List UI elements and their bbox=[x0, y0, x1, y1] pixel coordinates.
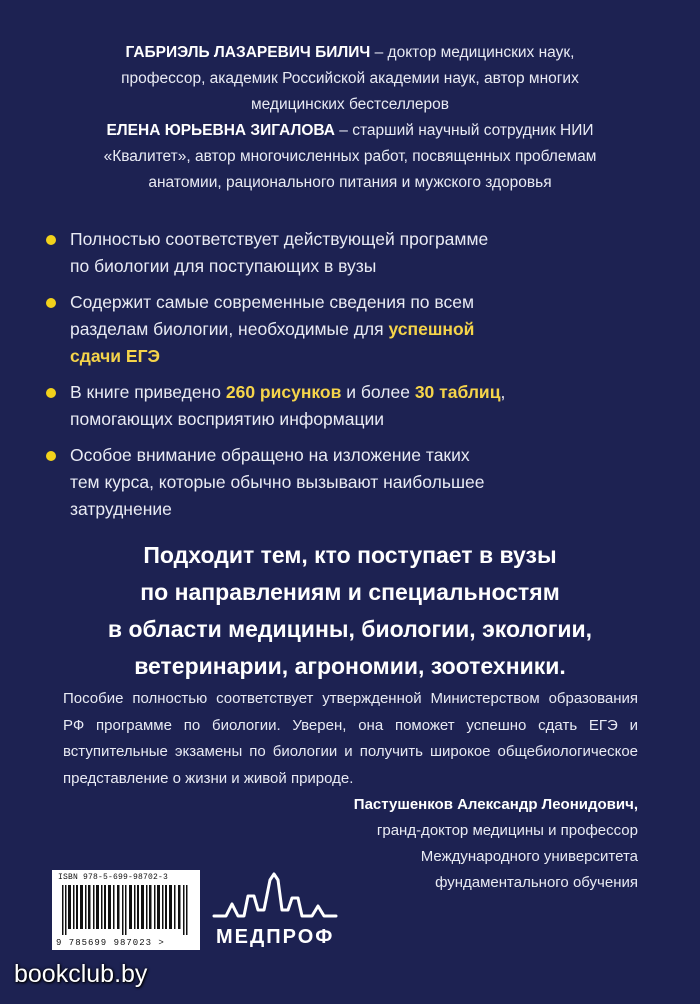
publisher-logo bbox=[212, 872, 342, 954]
reviewer-signature: Пастушенков Александр Леонидович, гранд-доктор медицины и профессор Международного университета фундаментального обучения bbox=[353, 796, 638, 891]
author-1-name: ГАБРИЭЛЬ ЛАЗАРЕВИЧ БИЛИЧ bbox=[125, 44, 371, 61]
barcode bbox=[52, 870, 200, 950]
reviewer-name: Пастушенков Александр Леонидович, bbox=[353, 796, 638, 813]
isbn-label: ISBN 978-5-699-98702-3 bbox=[58, 873, 169, 882]
bullet-dot-icon bbox=[46, 451, 56, 461]
author-1: ГАБРИЭЛЬ ЛАЗАРЕВИЧ БИЛИЧ – доктор медицинских наук, профессор, академик Российской академии наук, автор многих медицинских бестселлеров bbox=[121, 44, 579, 113]
feature-item: Особое внимание обращено на изложение таких тем курса, которые обычно вызывают наибольшее затруднение bbox=[46, 442, 646, 523]
publisher-name: МЕДПРОФ bbox=[216, 926, 335, 948]
author-2: ЕЛЕНА ЮРЬЕВНА ЗИГАЛОВА – старший научный сотрудник НИИ «Квалитет», автор многочисленных работ, посвященных проблемам анатомии, рационального питания и мужского здоровья bbox=[103, 122, 597, 191]
watermark: bookclub.by bbox=[14, 960, 148, 988]
feature-item: В книге приведено 260 рисунков и более 30 таблиц, помогающих восприятию информации bbox=[46, 379, 646, 433]
bullet-dot-icon bbox=[46, 235, 56, 245]
barcode-bars-icon bbox=[62, 885, 190, 935]
city-skyline-icon bbox=[212, 872, 340, 924]
review-paragraph: Пособие полностью соответствует утвержденной Министерством образования РФ программе по биологии. Уверен, она поможет успешно сдать ЕГЭ и вступительные экзамены по биологии и получить широкое общебиологическое представление о жизни и живой природе. bbox=[63, 690, 638, 787]
author-2-name: ЕЛЕНА ЮРЬЕВНА ЗИГАЛОВА bbox=[106, 122, 335, 139]
bullet-dot-icon bbox=[46, 388, 56, 398]
features-list bbox=[46, 226, 646, 532]
bullet-dot-icon bbox=[46, 298, 56, 308]
audience-heading: Подходит тем, кто поступает в вузы по направлениям и специальностям в области медицины, биологии, экологии, ветеринарии, агрономии, зоотехники. bbox=[107, 542, 593, 679]
feature-item: Полностью соответствует действующей программе по биологии для поступающих в вузы bbox=[46, 226, 646, 280]
barcode-digits: 9 785699 987023 > bbox=[56, 938, 165, 948]
authors-block bbox=[60, 40, 640, 196]
feature-item: Содержит самые современные сведения по всем разделам биологии, необходимые для успешной сдачи ЕГЭ bbox=[46, 289, 646, 370]
